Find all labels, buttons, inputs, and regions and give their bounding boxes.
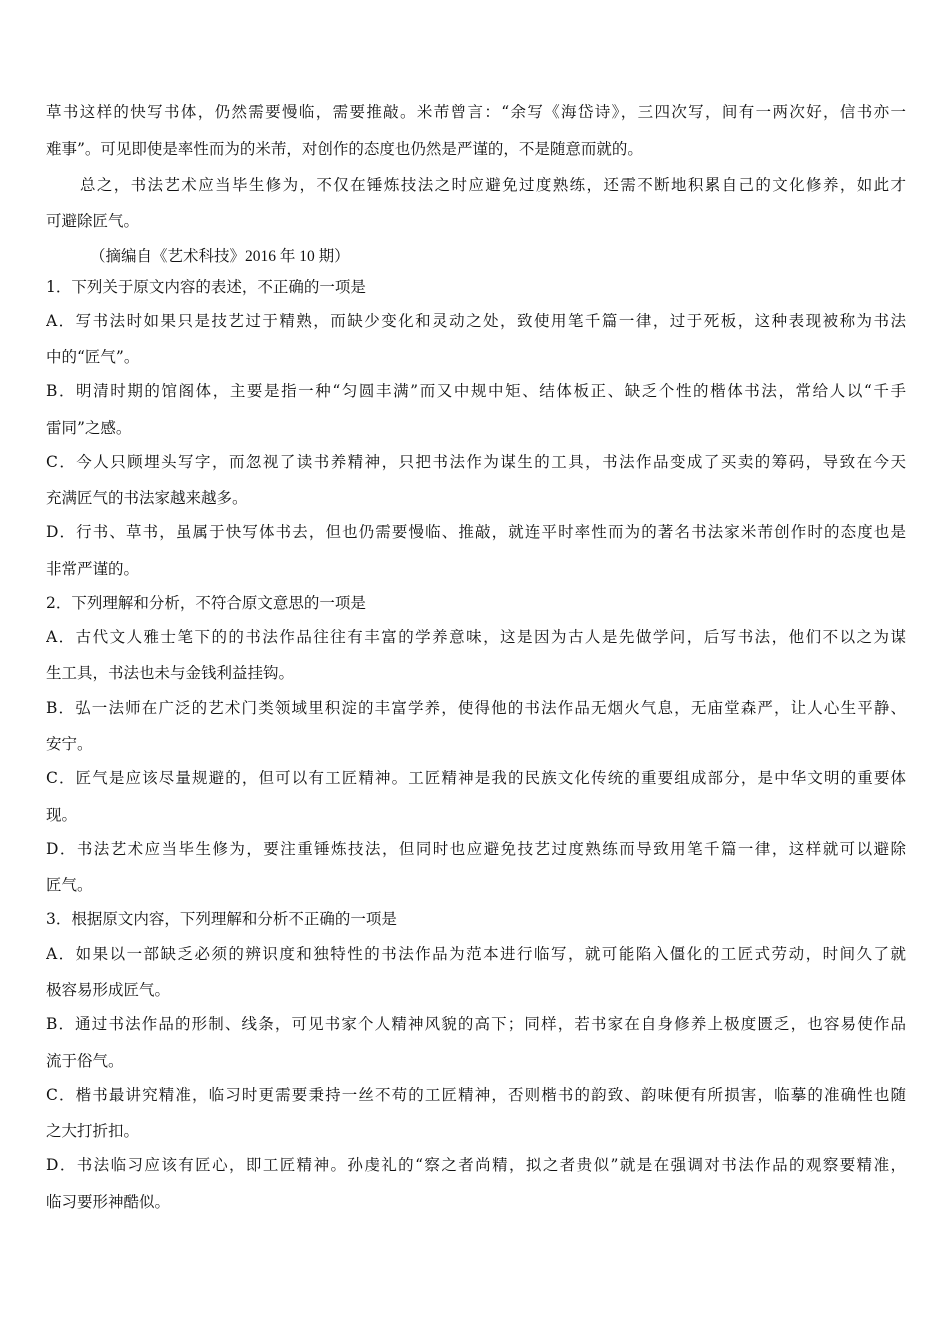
passage-text-line: 可避除匠气。 xyxy=(46,212,140,230)
question-stem: 1．下列关于原文内容的表述，不正确的一项是 xyxy=(46,278,366,296)
option-line: 流于俗气。 xyxy=(46,1052,124,1070)
option-line: 安宁。 xyxy=(46,735,93,753)
option-line: 现。 xyxy=(46,806,78,824)
option-line: A．写书法时如果只是技艺过于精熟，而缺少变化和灵动之处，致使用笔千篇一律，过于死板，这种表现被称为书法 xyxy=(46,312,906,330)
passage-source: （摘编自《艺术科技》2016 年 10 期） xyxy=(90,248,350,265)
option-line: 雷同”之感。 xyxy=(46,419,132,437)
option-line: A．古代文人雅士笔下的的书法作品往往有丰富的学养意味，这是因为古人是先做学问，后写书法，他们不以之为谋 xyxy=(46,628,906,646)
option-line: B．通过书法作品的形制、线条，可见书家个人精神风貌的高下；同样，若书家在自身修养上极度匮乏，也容易使作品 xyxy=(46,1015,906,1033)
option-line: C．楷书最讲究精准，临习时更需要秉持一丝不苟的工匠精神，否则楷书的韵致、韵味便有所损害，临摹的准确性也随 xyxy=(46,1086,906,1104)
option-line: 生工具，书法也未与金钱利益挂钩。 xyxy=(46,664,295,682)
option-line: 充满匠气的书法家越来越多。 xyxy=(46,489,248,507)
option-line: D．行书、草书，虽属于快写体书去，但也仍需要慢临、推敲，就连平时率性而为的著名书法家米芾创作时的态度也是 xyxy=(46,523,906,541)
option-line: 临习要形神酷似。 xyxy=(46,1193,171,1211)
passage-text-line: 难事”。可见即使是率性而为的米芾，对创作的态度也仍然是严谨的，不是随意而就的。 xyxy=(46,140,643,158)
question-stem: 3．根据原文内容，下列理解和分析不正确的一项是 xyxy=(46,910,397,928)
option-line: 之大打折扣。 xyxy=(46,1122,140,1140)
option-line: D．书法艺术应当毕生修为，要注重锤炼技法，但同时也应避免技艺过度熟练而导致用笔千篇一律，这样就可以避除 xyxy=(46,840,906,858)
option-line: C．今人只顾埋头写字，而忽视了读书养精神，只把书法作为谋生的工具，书法作品变成了买卖的筹码，导致在今天 xyxy=(46,453,906,471)
passage-text-line: 草书这样的快写书体，仍然需要慢临，需要推敲。米芾曾言：“余写《海岱诗》，三四次写，间有一两次好，信书亦一 xyxy=(46,103,906,121)
option-line: B．明清时期的馆阁体，主要是指一种“匀圆丰满”而又中规中矩、结体板正、缺乏个性的楷体书法，常给人以“千手 xyxy=(46,382,906,400)
passage-text-line: 总之，书法艺术应当毕生修为，不仅在锤炼技法之时应避免过度熟练，还需不断地积累自己的文化修养，如此才 xyxy=(80,176,906,194)
option-line: 非常严谨的。 xyxy=(46,560,140,578)
option-line: B．弘一法师在广泛的艺术门类领域里积淀的丰富学养，使得他的书法作品无烟火气息，无庙堂森严，让人心生平静、 xyxy=(46,699,906,717)
question-stem: 2．下列理解和分析，不符合原文意思的一项是 xyxy=(46,594,366,612)
option-line: C．匠气是应该尽量规避的，但可以有工匠精神。工匠精神是我的民族文化传统的重要组成部分，是中华文明的重要体 xyxy=(46,769,906,787)
option-line: 极容易形成匠气。 xyxy=(46,981,171,999)
option-line: 中的“匠气”。 xyxy=(46,348,140,366)
option-line: A．如果以一部缺乏必须的辨识度和独特性的书法作品为范本进行临写，就可能陷入僵化的工匠式劳动，时间久了就 xyxy=(46,945,906,963)
option-line: D．书法临习应该有匠心，即工匠精神。孙虔礼的“察之者尚精，拟之者贵似”就是在强调对书法作品的观察要精准， xyxy=(46,1156,906,1174)
option-line: 匠气。 xyxy=(46,876,93,894)
